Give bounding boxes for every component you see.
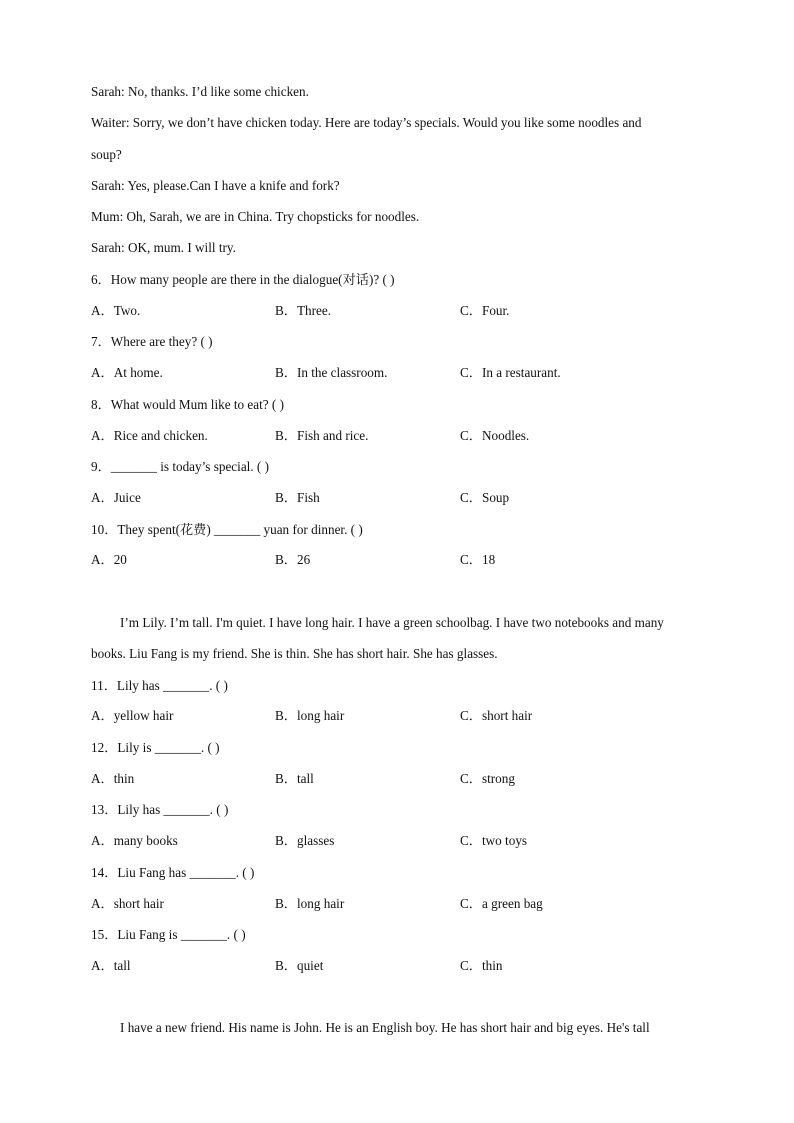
question-15: 15．Liu Fang is _______. ( ): [91, 927, 246, 942]
option-9c[interactable]: C．Soup: [460, 490, 510, 505]
question-12: 12．Lily is _______. ( ): [91, 740, 220, 755]
option-13b[interactable]: B．glasses: [275, 833, 335, 848]
question-8: 8．What would Mum like to eat? ( ): [91, 397, 285, 412]
option-14a[interactable]: A．short hair: [91, 896, 164, 911]
dialogue-line: Waiter: Sorry, we don’t have chicken today. Here are today’s specials. Would you like some noodles and: [91, 115, 642, 130]
option-10a[interactable]: A．20: [91, 552, 127, 567]
option-8a[interactable]: A．Rice and chicken.: [91, 428, 208, 443]
option-7c[interactable]: C．In a restaurant.: [460, 365, 561, 380]
passage-line: I have a new friend. His name is John. He is an English boy. He has short hair and big eyes. He's tall: [120, 1020, 650, 1035]
option-11b[interactable]: B．long hair: [275, 708, 345, 723]
option-10b[interactable]: B．26: [275, 552, 311, 567]
question-7: 7．Where are they? ( ): [91, 334, 213, 349]
question-14: 14．Liu Fang has _______. ( ): [91, 865, 255, 880]
question-9: 9．_______ is today’s special. ( ): [91, 459, 270, 474]
dialogue-line: Mum: Oh, Sarah, we are in China. Try chopsticks for noodles.: [91, 209, 420, 224]
dialogue-line: Sarah: No, thanks. I’d like some chicken.: [91, 84, 309, 99]
dialogue-line: Sarah: OK, mum. I will try.: [91, 240, 236, 255]
question-11: 11．Lily has _______. ( ): [91, 678, 228, 693]
option-13a[interactable]: A．many books: [91, 833, 178, 848]
option-12c[interactable]: C．strong: [460, 771, 515, 786]
question-13: 13．Lily has _______. ( ): [91, 802, 229, 817]
option-14c[interactable]: C．a green bag: [460, 896, 543, 911]
option-15c[interactable]: C．thin: [460, 958, 503, 973]
option-11a[interactable]: A．yellow hair: [91, 708, 174, 723]
option-6c[interactable]: C．Four.: [460, 303, 510, 318]
option-8b[interactable]: B．Fish and rice.: [275, 428, 369, 443]
question-6: 6．How many people are there in the dialogue(对话)? ( ): [91, 272, 395, 287]
option-11c[interactable]: C．short hair: [460, 708, 533, 723]
option-9b[interactable]: B．Fish: [275, 490, 320, 505]
dialogue-line: soup?: [91, 147, 122, 162]
option-15b[interactable]: B．quiet: [275, 958, 324, 973]
passage-line: books. Liu Fang is my friend. She is thin. She has short hair. She has glasses.: [91, 646, 498, 661]
option-14b[interactable]: B．long hair: [275, 896, 345, 911]
option-6a[interactable]: A．Two.: [91, 303, 141, 318]
option-12a[interactable]: A．thin: [91, 771, 135, 786]
option-8c[interactable]: C．Noodles.: [460, 428, 530, 443]
option-12b[interactable]: B．tall: [275, 771, 314, 786]
option-7a[interactable]: A．At home.: [91, 365, 163, 380]
passage-line: I’m Lily. I’m tall. I'm quiet. I have long hair. I have a green schoolbag. I have two notebooks and many: [120, 615, 664, 630]
option-15a[interactable]: A．tall: [91, 958, 131, 973]
option-13c[interactable]: C．two toys: [460, 833, 528, 848]
option-9a[interactable]: A．Juice: [91, 490, 141, 505]
option-7b[interactable]: B．In the classroom.: [275, 365, 388, 380]
option-6b[interactable]: B．Three.: [275, 303, 332, 318]
option-10c[interactable]: C．18: [460, 552, 496, 567]
question-10: 10．They spent(花费) _______ yuan for dinner. ( ): [91, 522, 363, 537]
dialogue-line: Sarah: Yes, please.Can I have a knife and fork?: [91, 178, 340, 193]
